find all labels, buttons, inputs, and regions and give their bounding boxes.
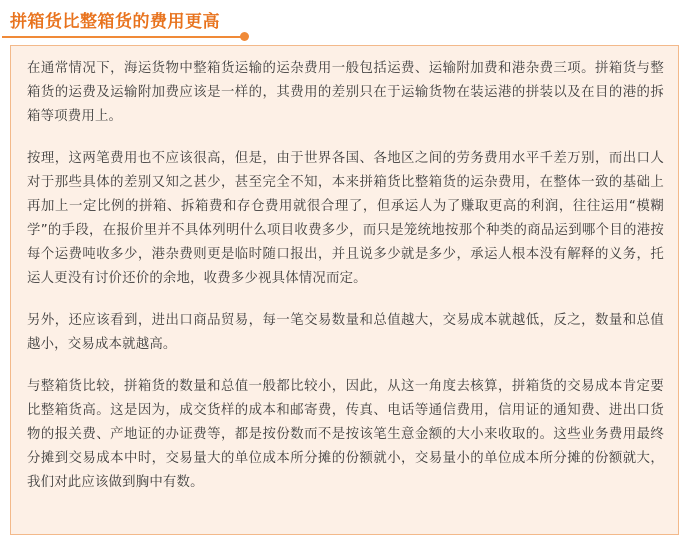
article-body <box>10 45 679 535</box>
title-underline <box>2 36 246 38</box>
paragraph-2: 按理，这两笔费用也不应该很高，但是，由于世界各国、各地区之间的劳务费用水平千差万别，而出口人对于那些具体的差别又知之甚少，甚至完全不知，本来拼箱货比整箱货的运杂费用，在整体一致的基础上再加上一定比例的拼箱、拆箱费和存仓费用就很合理了，但承运人为了赚取更高的利润，往往运用“模糊学”的手段，在报价里并不具体列明什么项目收费多少，而只是笼统地按那个种类的商品运到哪个目的港按每个运费吨收多少，港杂费则更是临时随口报出，并且说多少就是多少，承运人根本没有解释的义务，托运人更没有讨价还价的余地，收费多少视具体情况而定。 <box>27 151 664 286</box>
paragraph-1: 在通常情况下，海运货物中整箱货运输的运杂费用一般包括运费、运输附加费和港杂费三项。拼箱货与整箱货的运费及运输附加费应该是一样的，其费用的差别只在于运输货物在装运港的拼装以及在目的港的拆箱等项费用上。 <box>27 61 664 124</box>
title-dot-decoration <box>240 32 249 41</box>
paragraph-4: 与整箱货比较，拼箱货的数量和总值一般都比较小，因此，从这一角度去核算，拼箱货的交易成本肯定要比整箱货高。这是因为，成交货样的成本和邮寄费，传真、电话等通信费用，信用证的通知费、进出口货物的报关费、产地证的办证费等，都是按份数而不是按该笔生意金额的大小来收取的。这些业务费用最终分摊到交易成本中时，交易量大的单位成本所分摊的份额就小，交易量小的单位成本所分摊的份额就大，我们对此应该做到胸中有数。 <box>27 379 664 490</box>
paragraph-3: 另外，还应该看到，进出口商品贸易，每一笔交易数量和总值越大，交易成本就越低，反之，数量和总值越小，交易成本就越高。 <box>27 313 664 352</box>
article-title: 拼箱货比整箱货的费用更高 <box>10 12 220 32</box>
